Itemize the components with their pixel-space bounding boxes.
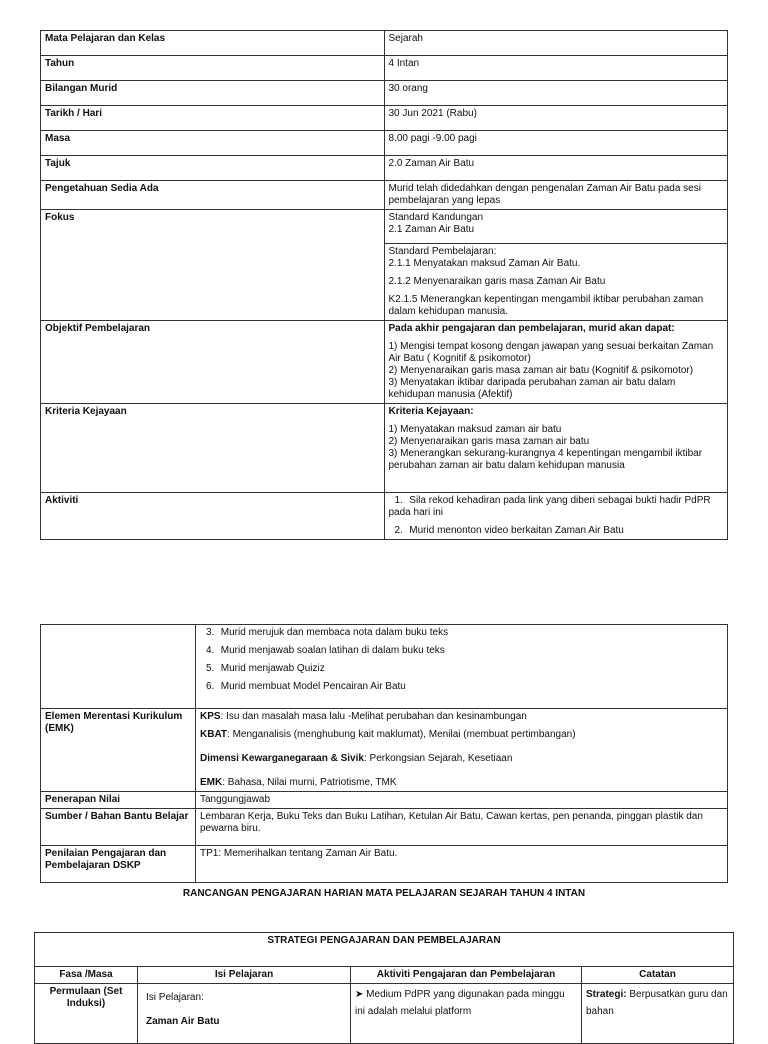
dimensi-text: : Perkongsian Sejarah, Kesetiaan	[363, 753, 513, 764]
row-label: Sumber / Bahan Bantu Belajar	[41, 809, 196, 846]
isi-heading: Isi Pelajaran:	[146, 992, 204, 1003]
kbat-key: KBAT	[200, 729, 228, 740]
item-number: 2.	[394, 525, 403, 536]
sp-item: 2.1.2 Menyenaraikan garis masa Zaman Air Batu	[388, 276, 606, 287]
table-row	[41, 792, 728, 809]
item-text: Murid merujuk dan membaca nota dalam buku teks	[220, 627, 449, 638]
kriteria-item: 2) Menyenaraikan garis masa zaman air batu	[388, 436, 590, 447]
catatan-cell	[582, 984, 734, 1044]
aktiviti-cont-label	[41, 625, 196, 709]
table-row	[41, 56, 728, 81]
emk-kbat	[200, 729, 723, 741]
table-row	[41, 846, 728, 883]
column-header: Catatan	[582, 967, 734, 984]
fokus-row-a	[41, 210, 728, 244]
row-label: Mata Pelajaran dan Kelas	[41, 31, 385, 56]
kriteria-heading: Kriteria Kejayaan:	[388, 406, 474, 417]
strategi-row	[35, 984, 734, 1044]
emk-label: Elemen Merentasi Kurikulum (EMK)	[41, 709, 196, 792]
strategi-title-row	[35, 933, 734, 967]
list-item	[389, 525, 724, 537]
catatan-key: Strategi:	[586, 989, 627, 1000]
aktiviti-cell	[351, 984, 582, 1044]
dimensi-key: Dimensi Kewarganegaraan & Sivik	[200, 753, 364, 764]
kriteria-content	[384, 404, 728, 493]
kriteria-row	[41, 404, 728, 493]
row-value: 8.00 pagi -9.00 pagi	[384, 131, 728, 156]
emk-dimensi	[200, 753, 723, 765]
row-label: Penerapan Nilai	[41, 792, 196, 809]
fokus-label: Fokus	[41, 210, 385, 321]
strategi-header-row	[35, 967, 734, 984]
lesson-info-table-continued	[40, 624, 728, 883]
list-item	[200, 663, 723, 675]
sp-item: K2.1.5 Menerangkan kepentingan mengambil iktibar perubahan zaman dalam kehidupan manusia.	[388, 294, 704, 317]
row-label: Masa	[41, 131, 385, 156]
table-row	[41, 81, 728, 106]
item-number: 6.	[206, 681, 215, 692]
list-item	[200, 627, 723, 639]
fasa-cell: Permulaan (Set Induksi)	[35, 984, 138, 1044]
kriteria-item: 3) Menerangkan sekurang-kurangnya 4 kepentingan mengambil iktibar perubahan zaman air batu dalam kehidupan manusia	[388, 448, 703, 471]
emk-emk	[200, 777, 723, 789]
rph-title: RANCANGAN PENGAJARAN HARIAN MATA PELAJARAN SEJARAH TAHUN 4 INTAN	[182, 888, 586, 899]
sk-heading: Standard Kandungan	[388, 212, 484, 223]
row-value: Sejarah	[384, 31, 728, 56]
column-header: Aktiviti Pengajaran dan Pembelajaran	[351, 967, 582, 984]
row-value: Lembaran Kerja, Buku Teks dan Buku Latihan, Ketulan Air Batu, Cawan kertas, pen penanda, pinggan plastik dan pewarna biru.	[196, 809, 728, 846]
emk-key: EMK	[200, 777, 223, 788]
aktiviti-cont-row	[41, 625, 728, 709]
row-label: Pengetahuan Sedia Ada	[41, 181, 385, 210]
item-number: 4.	[206, 645, 215, 656]
sk-item: 2.1 Zaman Air Batu	[388, 224, 475, 235]
objektif-row	[41, 321, 728, 404]
objektif-heading: Pada akhir pengajaran dan pembelajaran, murid akan dapat:	[388, 323, 675, 334]
emk-kps	[200, 711, 723, 723]
emk-content	[196, 709, 728, 792]
aktiviti-content	[384, 493, 728, 540]
objektif-item: 1) Mengisi tempat kosong dengan jawapan yang sesuai berkaitan Zaman Air Batu ( Kognitif & psikomotor)	[388, 341, 714, 364]
item-number: 5.	[206, 663, 215, 674]
kriteria-item: 1) Menyatakan maksud zaman air batu	[388, 424, 562, 435]
strategi-table	[34, 932, 734, 1044]
row-value: Murid telah didedahkan dengan pengenalan Zaman Air Batu pada sesi pembelajaran yang lepas	[384, 181, 728, 210]
isi-cell	[138, 984, 351, 1044]
objektif-content	[384, 321, 728, 404]
column-header: Isi Pelajaran	[138, 967, 351, 984]
item-number: 1.	[394, 495, 403, 506]
row-label: Penilaian Pengajaran dan Pembelajaran DSKP	[41, 846, 196, 883]
row-label: Tahun	[41, 56, 385, 81]
arrow-bullet-icon: ➤	[355, 989, 364, 1000]
row-label: Bilangan Murid	[41, 81, 385, 106]
table-row	[41, 31, 728, 56]
item-text: Murid menonton video berkaitan Zaman Air Batu	[409, 525, 624, 536]
sp-item: 2.1.1 Menyatakan maksud Zaman Air Batu.	[388, 258, 581, 269]
lesson-info-table	[40, 30, 728, 540]
kps-key: KPS	[200, 711, 221, 722]
item-number: 3.	[206, 627, 215, 638]
table-row	[41, 106, 728, 131]
row-value: 4 Intan	[384, 56, 728, 81]
sp-heading: Standard Pembelajaran:	[388, 246, 497, 257]
kbat-text: : Menganalisis (menghubung kait maklumat), Menilai (membuat pertimbangan)	[227, 729, 576, 740]
list-item	[389, 495, 724, 519]
table-row	[41, 809, 728, 846]
row-value: 30 Jun 2021 (Rabu)	[384, 106, 728, 131]
item-text: Murid membuat Model Pencairan Air Batu	[220, 681, 406, 692]
list-item	[355, 986, 577, 1020]
table-row	[41, 181, 728, 210]
strategi-title: STRATEGI PENGAJARAN DAN PEMBELAJARAN	[35, 933, 734, 967]
row-value: Tanggungjawab	[196, 792, 728, 809]
aktiviti-label: Aktiviti	[41, 493, 385, 540]
fokus-sk	[384, 210, 728, 244]
row-label: Tarikh / Hari	[41, 106, 385, 131]
kps-text: : Isu dan masalah masa lalu -Melihat perubahan dan kesinambungan	[220, 711, 527, 722]
catatan-text: Berpusatkan guru dan bahan	[586, 989, 728, 1017]
emk-row	[41, 709, 728, 792]
row-label: Tajuk	[41, 156, 385, 181]
list-item	[200, 645, 723, 657]
row-value: 30 orang	[384, 81, 728, 106]
row-value: TP1: Memerihalkan tentang Zaman Air Batu.	[196, 846, 728, 883]
isi-topic: Zaman Air Batu	[146, 1016, 220, 1027]
aktiviti-row	[41, 493, 728, 540]
item-text: Sila rekod kehadiran pada link yang diberi sebagai bukti hadir PdPR pada hari ini	[388, 495, 711, 518]
kriteria-label: Kriteria Kejayaan	[41, 404, 385, 493]
row-value: 2.0 Zaman Air Batu	[384, 156, 728, 181]
objektif-label: Objektif Pembelajaran	[41, 321, 385, 404]
table-row	[41, 131, 728, 156]
emk-text: : Bahasa, Nilai murni, Patriotisme, TMK	[222, 777, 397, 788]
column-header: Fasa /Masa	[35, 967, 138, 984]
item-text: Murid menjawab Quiziz	[220, 663, 325, 674]
fokus-sp	[384, 244, 728, 321]
table-row	[41, 156, 728, 181]
aktiviti-cont-content	[196, 625, 728, 709]
item-text: Murid menjawab soalan latihan di dalam buku teks	[220, 645, 445, 656]
objektif-item: 2) Menyenaraikan garis masa zaman air batu (Kognitif & psikomotor)	[388, 365, 694, 376]
aktiviti-text: Medium PdPR yang digunakan pada minggu ini adalah melalui platform	[355, 989, 565, 1017]
objektif-item: 3) Menyatakan iktibar daripada perubahan zaman air batu dalam kehidupan manusia (Afektif)	[388, 377, 676, 400]
list-item	[200, 681, 723, 693]
